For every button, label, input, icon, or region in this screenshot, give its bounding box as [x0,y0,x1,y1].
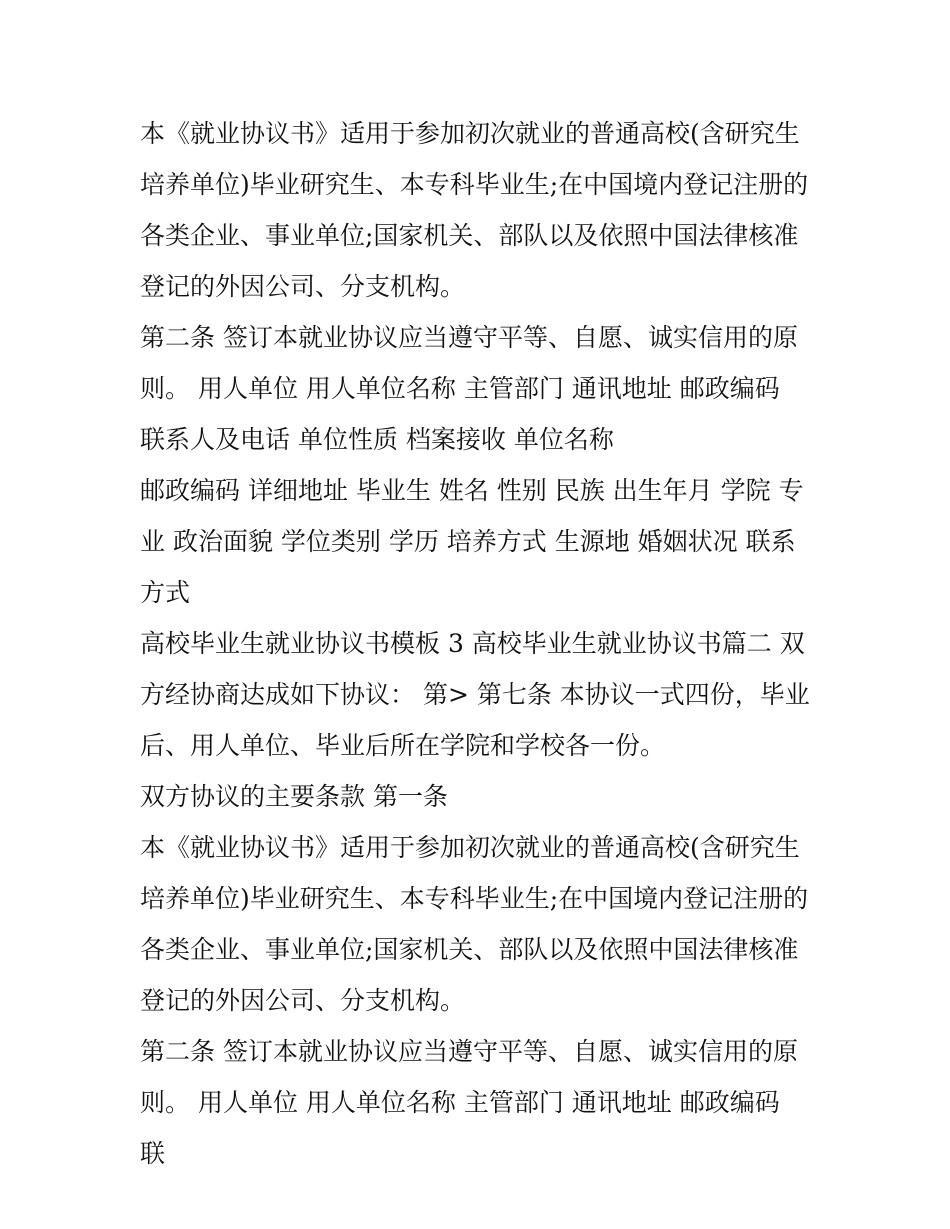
paragraph-article-2-2: 第二条 签订本就业协议应当遵守平等、自愿、诚实信用的原则。 用人单位 用人单位名称 主管部门 通讯地址 邮政编码 联 [140,1037,798,1168]
paragraph-scope-1: 本《就业协议书》适用于参加初次就业的普通高校(含研究生培养单位)毕业研究生、本专科毕业生;在中国境内登记注册的各类企业、事业单位;国家机关、部队以及依照中国法律核准登记的外因公司、分支机构。 [140,119,809,301]
paragraph-template-3: 高校毕业生就业协议书模板 3 高校毕业生就业协议书篇二 双方经协商达成如下协议： 第> 第七条 本协议一式四份，毕业后、用人单位、毕业后所在学院和学校各一份。 [140,629,810,760]
paragraph-graduate-fields: 邮政编码 详细地址 毕业生 姓名 性别 民族 出生年月 学院 专业 政治面貌 学位类别 学历 培养方式 生源地 婚姻状况 联系方式 [140,476,804,607]
paragraph-article-2-1: 第二条 签订本就业协议应当遵守平等、自愿、诚实信用的原则。 用人单位 用人单位名称 主管部门 通讯地址 邮政编码 联系人及电话 单位性质 档案接收 单位名称 [140,323,798,454]
document-body [140,108,812,1179]
paragraph-main-terms-heading: 双方协议的主要条款 第一条 [140,782,448,811]
paragraph-scope-2: 本《就业协议书》适用于参加初次就业的普通高校(含研究生培养单位)毕业研究生、本专科毕业生;在中国境内登记注册的各类企业、事业单位;国家机关、部队以及依照中国法律核准登记的外因公司、分支机构。 [140,833,809,1015]
